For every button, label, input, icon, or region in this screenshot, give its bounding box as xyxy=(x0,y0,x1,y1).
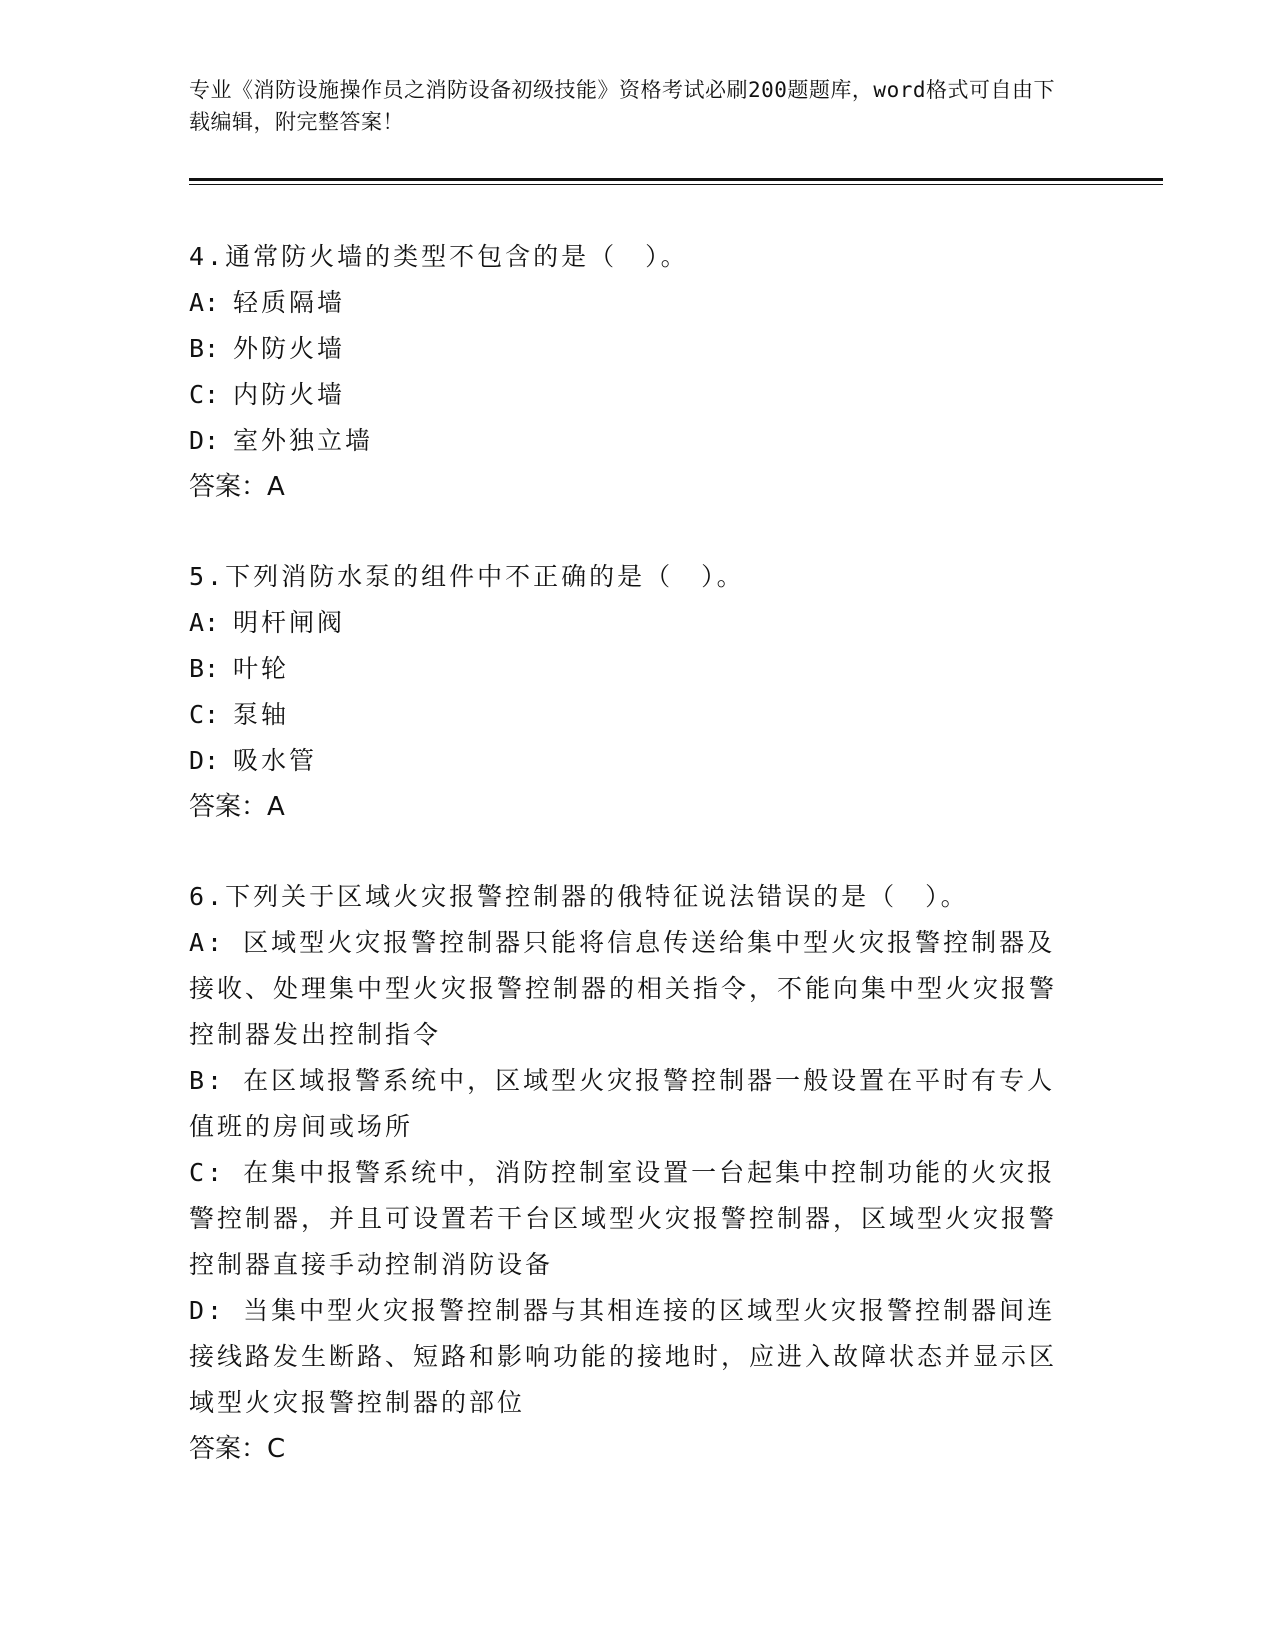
option-letter: B: xyxy=(189,334,220,363)
option-text: 在区域报警系统中，区域型火灾报警控制器一般设置在平时有专人值班的房间或场所 xyxy=(189,1066,1056,1141)
option-letter: D: xyxy=(189,1296,226,1325)
option-letter: C: xyxy=(189,1158,226,1187)
option-d xyxy=(189,738,1089,784)
option-letter: A: xyxy=(189,928,226,957)
option-letter: A: xyxy=(189,288,220,317)
answer: 答案：A xyxy=(189,472,285,502)
option-a xyxy=(189,280,1089,326)
question-title: 6.下列关于区域火灾报警控制器的俄特征说法错误的是（ ）。 xyxy=(189,882,969,911)
option-c xyxy=(189,1150,1079,1288)
option-text: 轻质隔墙 xyxy=(233,288,346,317)
option-c xyxy=(189,692,1089,738)
option-a xyxy=(189,920,1079,1058)
answer: 答案：A xyxy=(189,792,285,822)
option-a xyxy=(189,600,1089,646)
option-b xyxy=(189,326,1089,372)
option-text: 区域型火灾报警控制器只能将信息传送给集中型火灾报警控制器及接收、处理集中型火灾报警控制器的相关指令，不能向集中型火灾报警控制器发出控制指令 xyxy=(189,928,1058,1049)
option-text: 当集中型火灾报警控制器与其相连接的区域型火灾报警控制器间连接线路发生断路、短路和影响功能的接地时，应进入故障状态并显示区域型火灾报警控制器的部位 xyxy=(189,1296,1058,1417)
document-header: 专业《消防设施操作员之消防设备初级技能》资格考试必刷200题题库，word格式可自由下载编辑，附完整答案！ xyxy=(189,78,1055,134)
option-text: 明杆闸阀 xyxy=(233,608,346,637)
option-text: 泵轴 xyxy=(233,700,290,729)
option-b xyxy=(189,646,1089,692)
option-text: 叶轮 xyxy=(233,654,290,683)
option-text: 外防火墙 xyxy=(233,334,346,363)
question-6 xyxy=(189,874,1089,1472)
option-d xyxy=(189,418,1089,464)
option-letter: D: xyxy=(189,426,220,455)
option-b xyxy=(189,1058,1079,1150)
option-letter: B: xyxy=(189,654,220,683)
question-4 xyxy=(189,234,1089,510)
question-title: 5.下列消防水泵的组件中不正确的是（ ）。 xyxy=(189,562,745,591)
header-divider-thick xyxy=(189,178,1163,181)
option-d xyxy=(189,1288,1079,1426)
option-text: 吸水管 xyxy=(233,746,318,775)
question-title: 4.通常防火墙的类型不包含的是（ ）。 xyxy=(189,242,689,271)
option-letter: D: xyxy=(189,746,220,775)
option-text: 在集中报警系统中，消防控制室设置一台起集中控制功能的火灾报警控制器，并且可设置若干台区域型火灾报警控制器，区域型火灾报警控制器直接手动控制消防设备 xyxy=(189,1158,1058,1279)
option-letter: B: xyxy=(189,1066,226,1095)
option-text: 室外独立墙 xyxy=(233,426,374,455)
answer: 答案：C xyxy=(189,1434,286,1464)
option-letter: C: xyxy=(189,700,220,729)
header-divider-thin xyxy=(189,184,1163,185)
option-text: 内防火墙 xyxy=(233,380,346,409)
option-letter: A: xyxy=(189,608,220,637)
option-letter: C: xyxy=(189,380,220,409)
question-5 xyxy=(189,554,1089,830)
option-c xyxy=(189,372,1089,418)
